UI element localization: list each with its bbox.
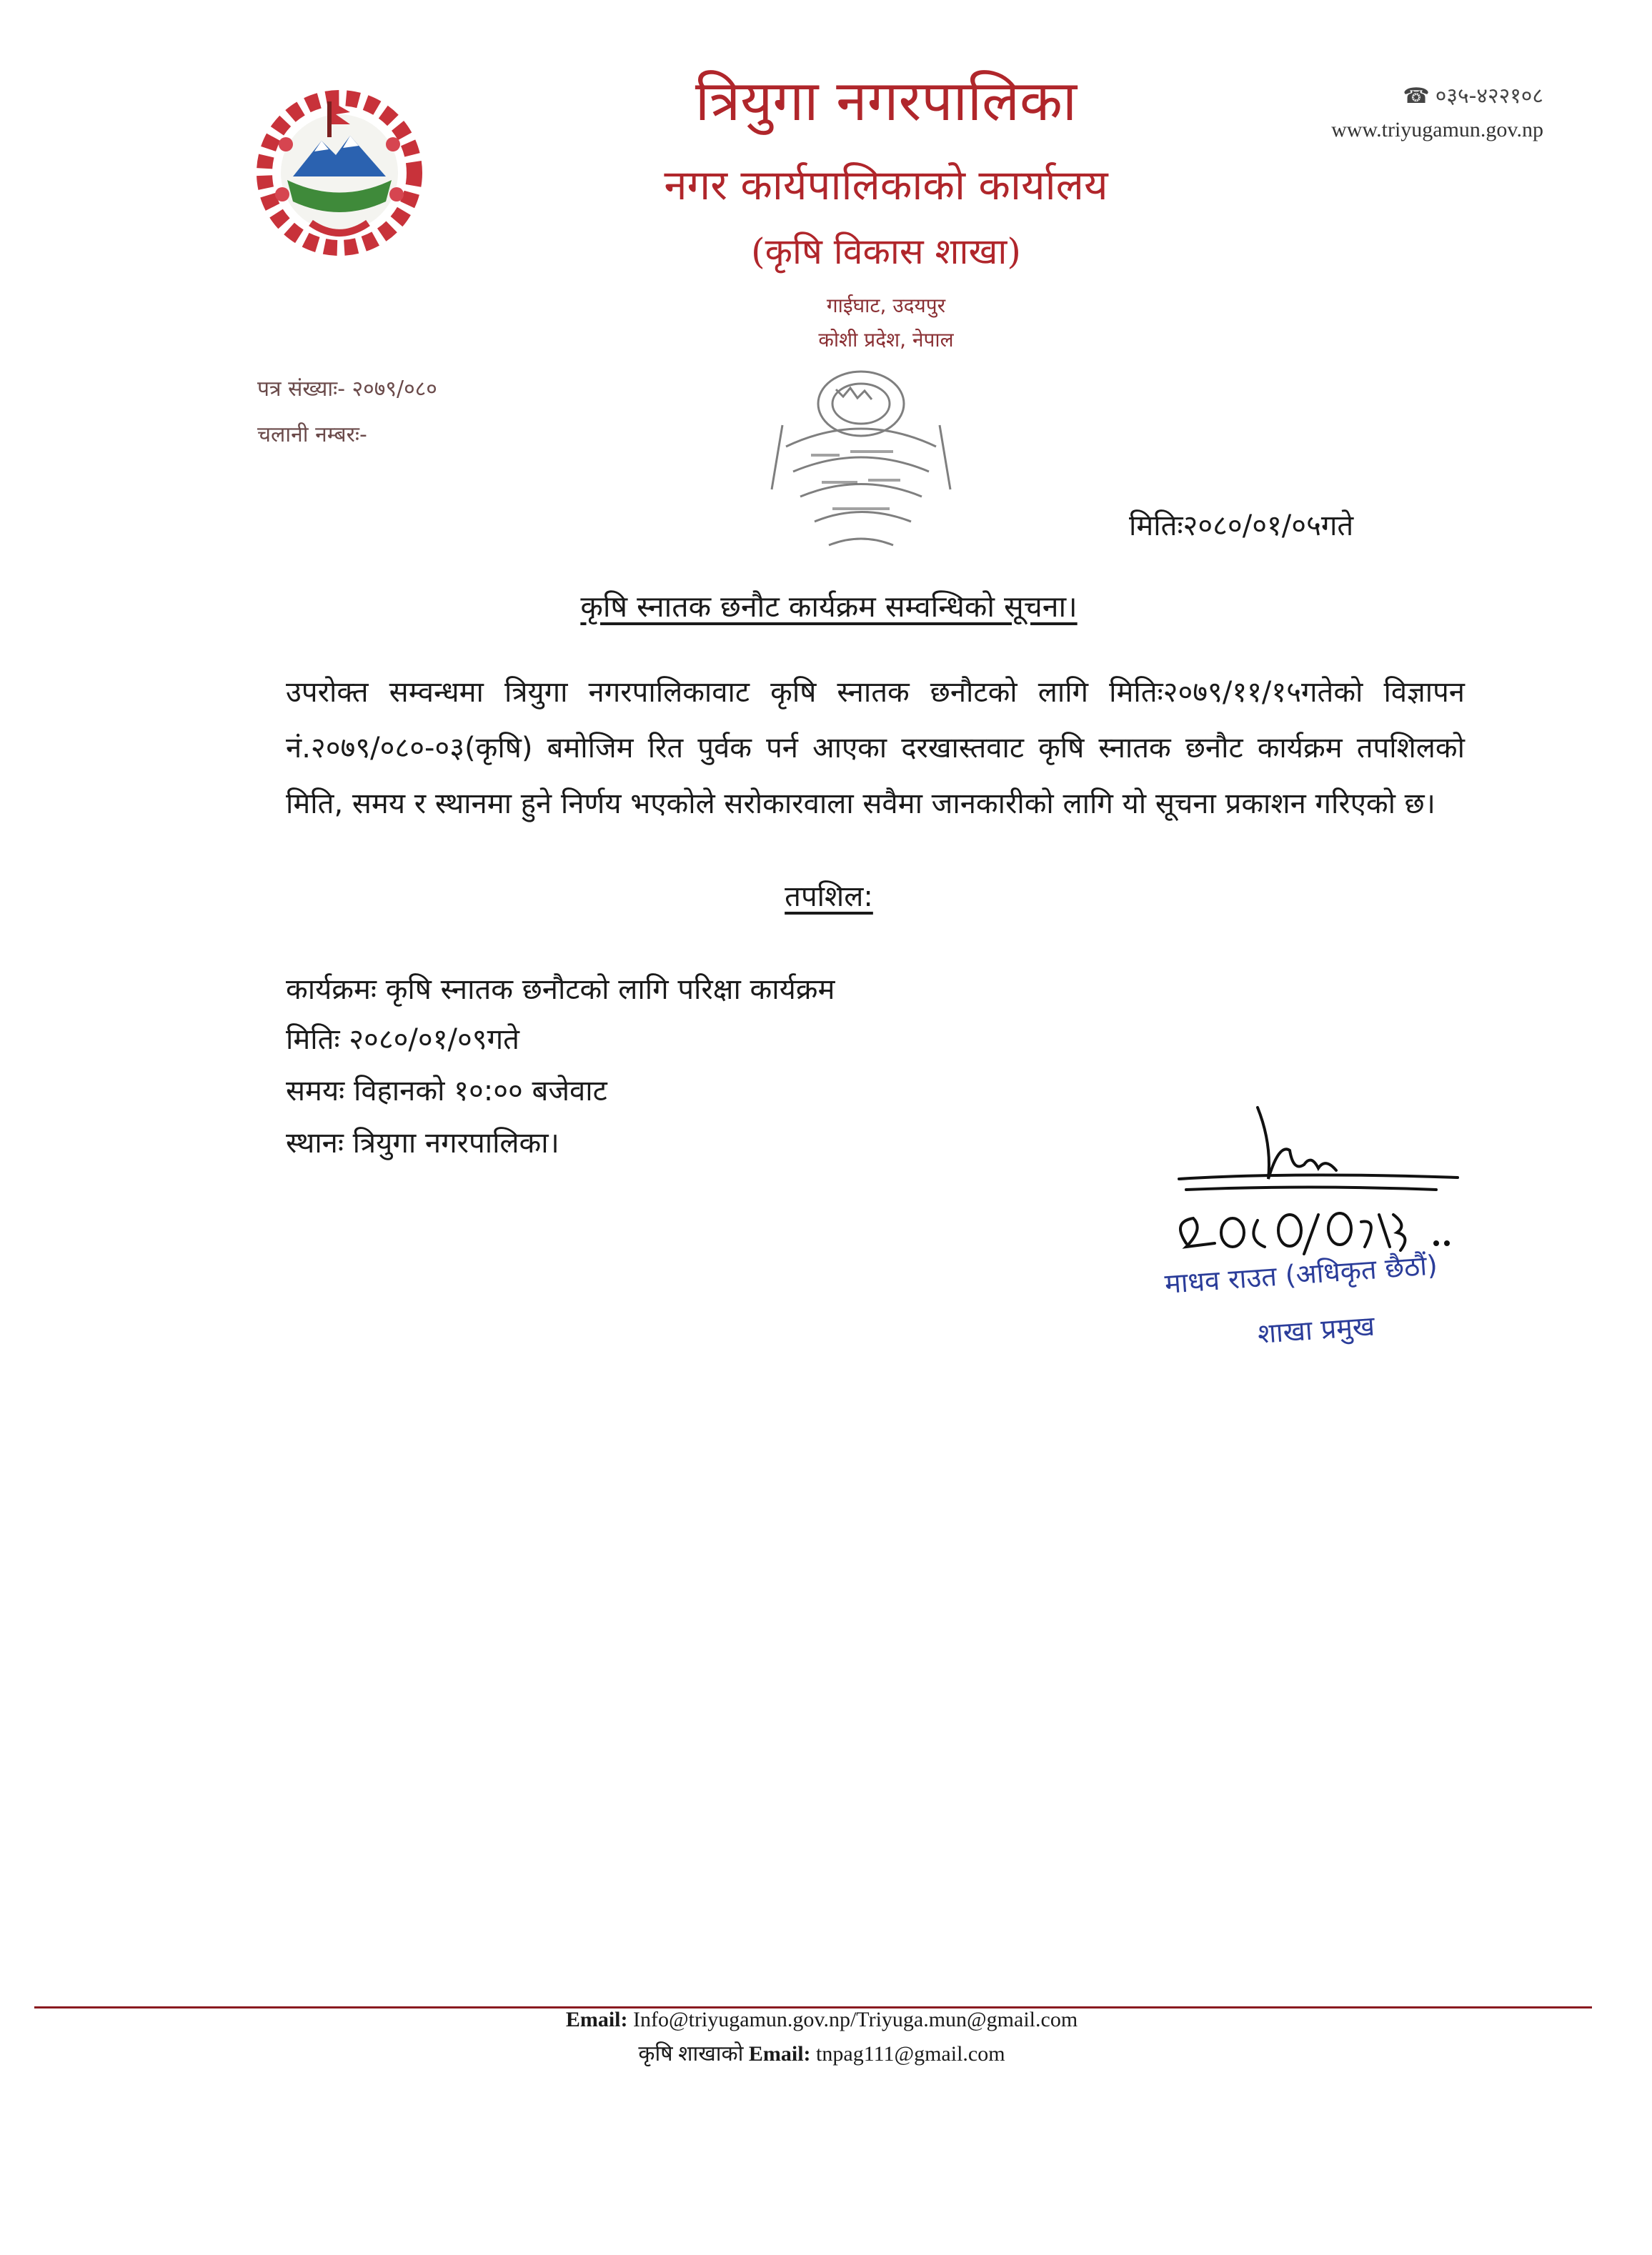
signer-title: शाखा प्रमुख [1256,1310,1376,1350]
footer-email-line [286,2008,1358,2032]
website-link[interactable]: www.triyugamun.gov.np [1331,118,1543,141]
address-line-2: कोशी प्रदेश, नेपाल [818,328,954,352]
email-address[interactable]: Info@triyugamun.gov.np/Triyuga.mun@gmail.com [633,2008,1078,2031]
phone-row [1300,80,1543,109]
schedule-program: कार्यक्रमः कृषि स्नातक छनौटको लागि परिक्षा कार्यक्रम [286,973,835,1006]
notice-body: उपरोक्त सम्वन्धमा त्रियुगा नगरपालिकावाट कृषि स्नातक छनौटको लागि मितिः२०७९/११/१५गतेको विज्ञापन नं.२०७९/०८०-०३(कृषि) बमोजिम रित पुर्वक पर्न आएका दरखास्तवाट कृषि स्नातक छनौट कार्यक्रम तपशिलको मिति, समय र स्थानमा हुने निर्णय भएकोले सरोकारवाला सवैमा जानकारीको लागि यो सूचना प्रकाशन गरिएको छ। [286,676,1465,820]
email-label: Email: [565,2008,628,2031]
footer-branch-email-line [286,2038,1358,2067]
organization-name: त्रियुगा नगरपालिका [695,69,1078,134]
telephone-icon: ☎ [1403,84,1430,109]
phone-number: ०३५-४२२१०८ [1435,84,1543,109]
address-line-1: गाईघाट, उदयपुर [826,294,946,317]
letter-date: मितिः२०८०/०१/०५गते [1129,509,1354,542]
letter-number: पत्र संख्याः- २०७९/०८० [257,377,437,402]
schedule-time: समयः विहानको १०:०० बजेवाट [286,1075,607,1107]
schedule-heading: तपशिल: [785,880,873,913]
branch-email-address[interactable]: tnpag111@gmail.com [816,2042,1005,2066]
schedule-venue: स्थानः त्रियुगा नगरपालिका। [286,1127,559,1160]
official-stamp [743,318,979,564]
signer-name: माधव राउत (अधिकृत छैठौं) [1163,1249,1439,1300]
schedule-date: मितिः २०८०/०१/०९गते [286,1023,519,1056]
notice-subject: कृषि स्नातक छनौट कार्यक्रम सम्वन्धिको सूचना। [580,589,1078,624]
dispatch-number: चलानी नम्बरः- [257,422,367,447]
branch-name: (कृषि विकास शाखा) [751,231,1021,272]
branch-email-prefix: कृषि शाखाको [638,2042,744,2066]
nepal-emblem-logo [243,80,436,259]
office-name: नगर कार्यपालिकाको कार्यालय [664,161,1108,209]
branch-email-label: Email: [748,2042,811,2066]
